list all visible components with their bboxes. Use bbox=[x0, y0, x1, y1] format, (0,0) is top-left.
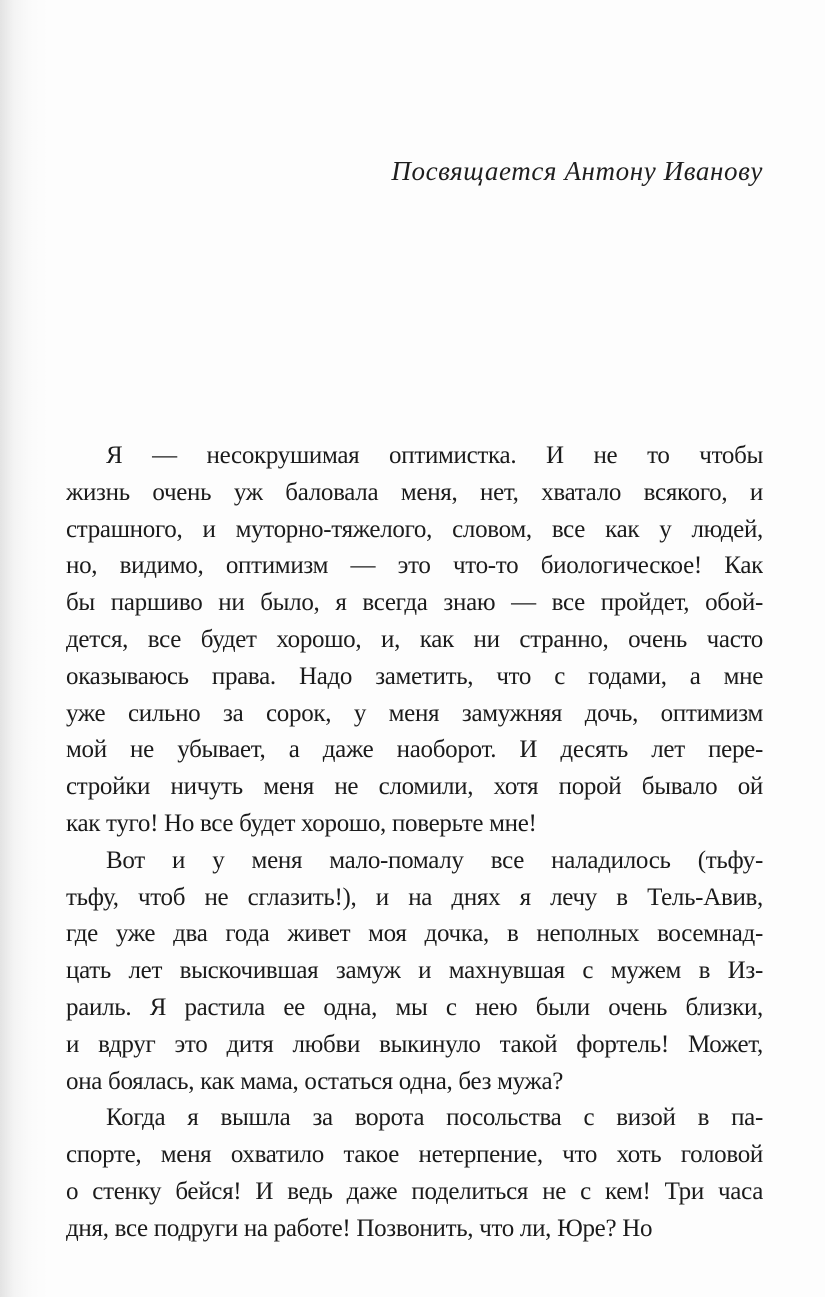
text-line: о стенку бейся! И ведь даже поделиться не с кем! Три часа bbox=[66, 1177, 763, 1205]
text-line: Вот и у меня мало-помалу все наладилось (тьфу- bbox=[106, 846, 763, 874]
dedication-text: Посвящается Антону Иванову bbox=[391, 156, 763, 186]
paragraph bbox=[66, 843, 763, 1101]
text-line: оказываюсь права. Надо заметить, что с годами, а мне bbox=[66, 662, 763, 690]
text-line: Я — несокрушимая оптимистка. И не то чтобы bbox=[106, 442, 763, 469]
text-line: она боялась, как мама, остаться одна, без мужа? bbox=[66, 1067, 564, 1095]
text-line: жизнь очень уж баловала меня, нет, хватало всякого, и bbox=[66, 478, 763, 506]
text-line: стройки ничуть меня не сломили, хотя порой бывало ой bbox=[66, 773, 763, 801]
text-line: дется, все будет хорошо, и, как ни странно, очень часто bbox=[66, 625, 763, 653]
paragraph bbox=[66, 438, 763, 843]
text-line: мой не убывает, а даже наоборот. И десять лет пере- bbox=[66, 736, 763, 764]
text-line: уже сильно за сорок, у меня замужняя дочь, оптимизм bbox=[66, 699, 763, 727]
text-line: раиль. Я растила ее одна, мы с нею были очень близки, bbox=[66, 993, 763, 1021]
page-edge-shadow bbox=[0, 0, 48, 1297]
text-line: цать лет выскочившая замуж и махнувшая с мужем в Из- bbox=[66, 957, 763, 985]
text-line: страшного, и муторно-тяжелого, словом, все как у людей, bbox=[66, 515, 763, 543]
text-line: тьфу, чтоб не сглазить!), и на днях я лечу в Тель-Авив, bbox=[66, 883, 763, 911]
text-line: и вдруг это дитя любви выкинуло такой фортель! Может, bbox=[66, 1030, 763, 1058]
paragraph bbox=[66, 1100, 763, 1247]
text-line: где уже два года живет моя дочка, в неполных восемнад- bbox=[66, 920, 763, 948]
text-line: но, видимо, оптимизм — это что-то биологическое! Как bbox=[66, 552, 763, 580]
text-line: как туго! Но все будет хорошо, поверьте мне! bbox=[66, 809, 537, 837]
text-line: спорте, меня охватило такое нетерпение, что хоть головой bbox=[66, 1141, 763, 1169]
body-text bbox=[66, 438, 763, 1248]
text-line: дня, все подруги на работе! Позвонить, что ли, Юре? Но bbox=[66, 1214, 653, 1242]
text-line: бы паршиво ни было, я всегда знаю — все пройдет, обой- bbox=[66, 589, 763, 617]
text-line: Когда я вышла за ворота посольства с визой в па- bbox=[106, 1104, 763, 1132]
